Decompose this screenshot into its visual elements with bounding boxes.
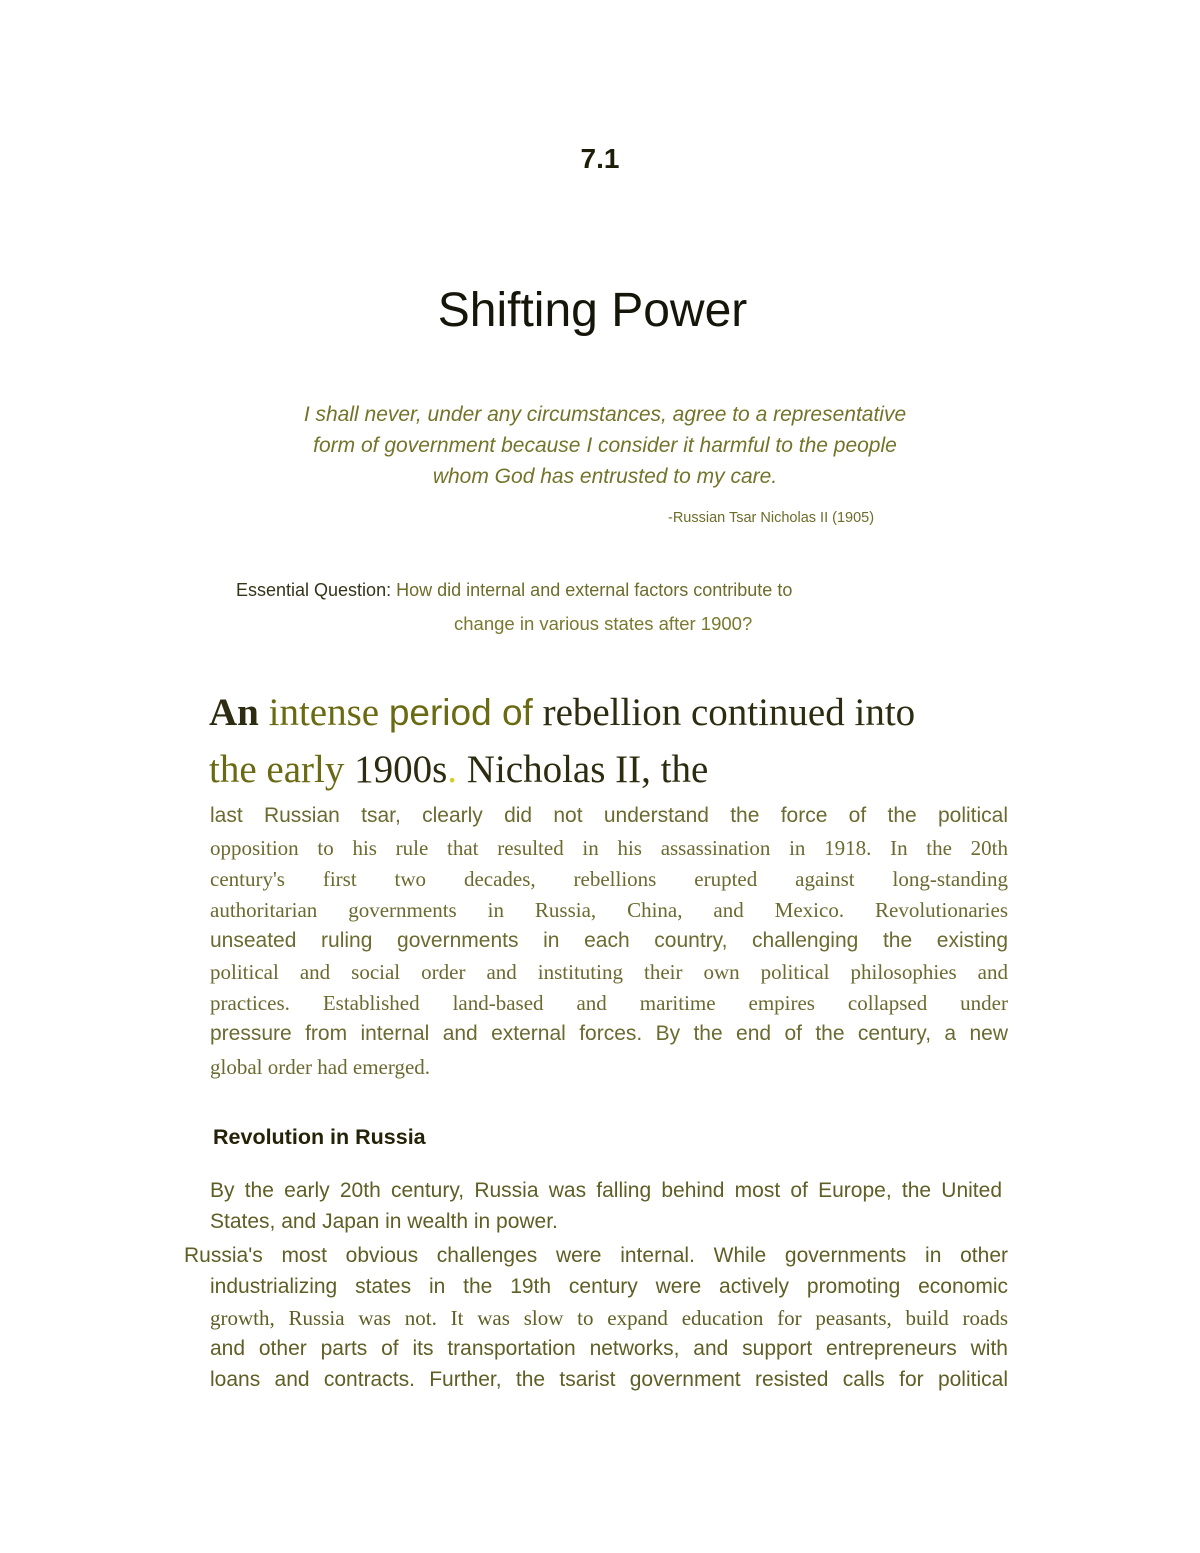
paragraph-line: unseated ruling governments in each country, challenging the existing <box>210 929 1008 952</box>
lead-word: rebellion continued into <box>542 691 916 734</box>
lead-word: An <box>209 691 259 734</box>
quote-line: whom God has entrusted to my care. <box>432 465 778 488</box>
lead-word: the early <box>209 748 345 791</box>
paragraph-line: and other parts of its transportation networks, and support entrepreneurs with <box>210 1337 1008 1360</box>
paragraph-line: pressure from internal and external forces. By the end of the century, a new <box>210 1022 1008 1045</box>
paragraph-line: loans and contracts. Further, the tsarist government resisted calls for political <box>210 1368 1008 1391</box>
paragraph-line: political and social order and instituting their own political philosophies and <box>210 960 1008 984</box>
lead-punctuation: . <box>447 748 458 791</box>
paragraph-line: global order had emerged. <box>210 1055 431 1079</box>
page-title: Shifting Power <box>437 284 748 337</box>
quote-line: form of government because I consider it harmful to the people <box>313 434 897 457</box>
lead-line-1 <box>209 690 915 735</box>
paragraph-line: authoritarian governments in Russia, China, and Mexico. Revolutionaries <box>210 898 1008 922</box>
lead-word: 1900s <box>354 748 448 791</box>
lead-word: Nicholas II <box>466 748 642 791</box>
lead-word: intense <box>268 691 380 734</box>
paragraph-line: By the early 20th century, Russia was falling behind most of Europe, the United <box>210 1179 1002 1202</box>
essential-question <box>236 580 792 601</box>
section-heading: Revolution in Russia <box>213 1125 426 1149</box>
paragraph-line: century's first two decades, rebellions erupted against long-standing <box>210 867 1008 891</box>
paragraph-line: growth, Russia was not. It was slow to expand education for peasants, build roads <box>210 1306 1008 1330</box>
quote-line: I shall never, under any circumstances, agree to a representative <box>303 403 907 426</box>
lead-line-2 <box>209 747 708 792</box>
paragraph-line: Russia's most obvious challenges were internal. While governments in other <box>184 1244 1008 1267</box>
quote-attribution: -Russian Tsar Nicholas II (1905) <box>668 510 875 526</box>
section-number: 7.1 <box>580 143 620 174</box>
essential-question-text: How did internal and external factors contribute to <box>396 580 793 600</box>
lead-word: period of <box>388 692 533 733</box>
paragraph-line: last Russian tsar, clearly did not understand the force of the political <box>210 804 1008 827</box>
essential-question-text-continued: change in various states after 1900? <box>454 613 753 634</box>
paragraph-line: practices. Established land-based and maritime empires collapsed under <box>210 991 1008 1015</box>
paragraph-line: industrializing states in the 19th century were actively promoting economic <box>210 1275 1008 1298</box>
essential-question-label: Essential Question: <box>236 580 392 600</box>
lead-word: , the <box>641 748 709 791</box>
paragraph-line: opposition to his rule that resulted in his assassination in 1918. In the 20th <box>210 836 1008 860</box>
paragraph-line: States, and Japan in wealth in power. <box>210 1210 558 1233</box>
